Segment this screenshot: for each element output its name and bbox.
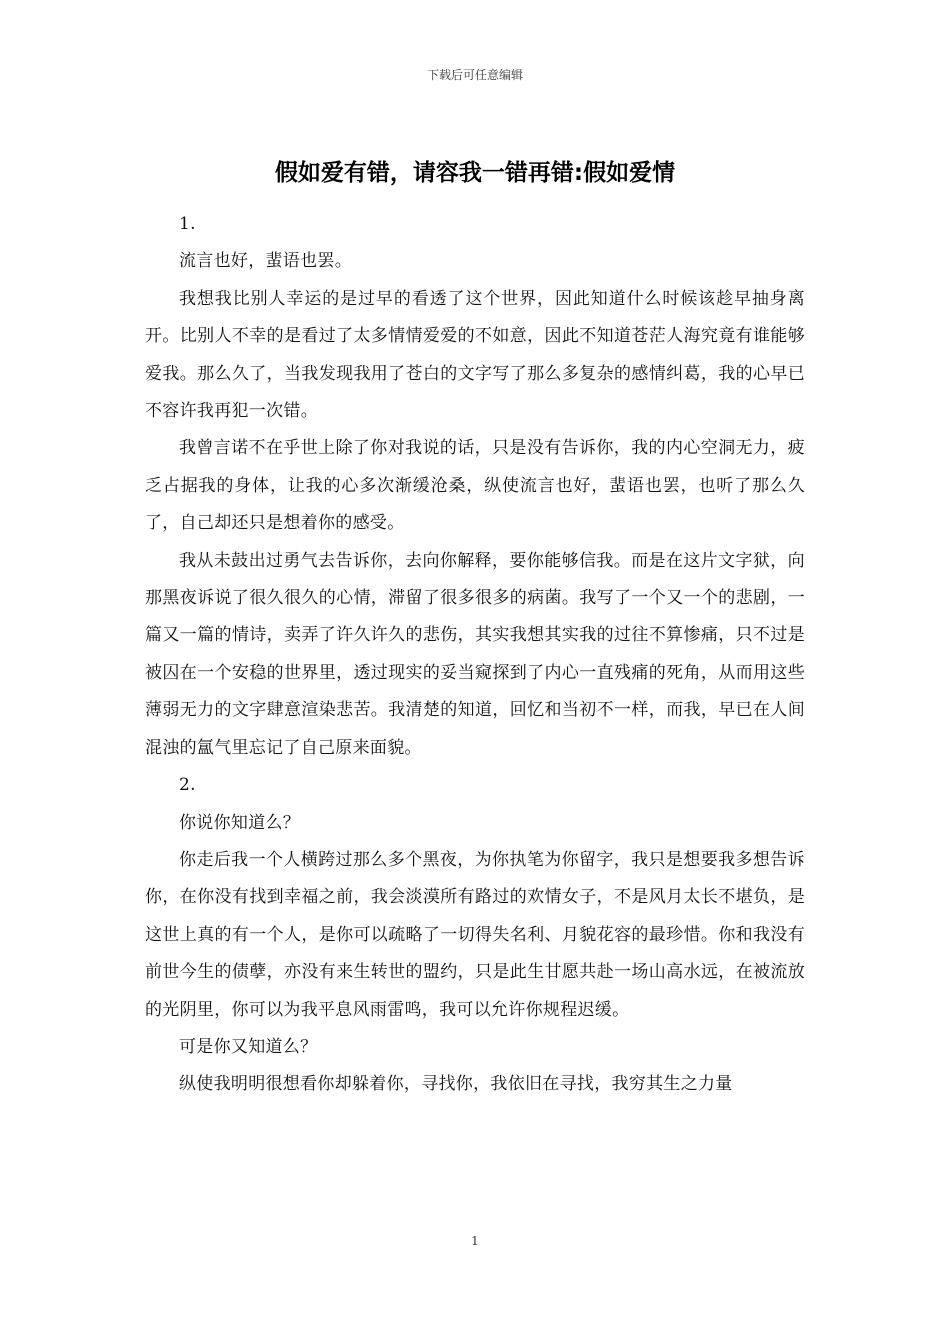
paragraph: 你说你知道么？ <box>179 812 301 833</box>
paragraph: 我想我比别人幸运的是过早的看透了这个世界，因此知道什么时候该趁早抽身离开。比别人不幸的是看过了太多情情爱爱的不如意，因此不知道苍茫人海究竟有谁能够爱我。那么久了，当我发现我用了苍白的文字写了那么多复杂的感情纠葛，我的心早已不容许我再犯一次错。 <box>145 288 805 422</box>
document-title: 假如爱有错，请容我一错再错:假如爱情 <box>274 160 676 186</box>
paragraph: 我曾言诺不在乎世上除了你对我说的话，只是没有告诉你，我的内心空洞无力，疲乏占据我的身体，让我的心多次渐缓沧桑，纵使流言也好，蜚语也罢，也听了那么久了，自己却还只是想着你的感受。 <box>145 438 805 534</box>
paragraph: 可是你又知道么？ <box>179 1036 318 1057</box>
header-note: 下载后可任意编辑 <box>426 68 523 82</box>
paragraph: 你走后我一个人横跨过那么多个黑夜，为你执笔为你留字，我只是想要我多想告诉你，在你没有找到幸福之前，我会淡漠所有路过的欢情女子，不是风月太长不堪负，是这世上真的有一个人，是你可以疏略了一切得失名利、月貌花容的最珍惜。你和我没有前世今生的债孽，亦没有来生转世的盟约，只是此生甘愿共赴一场山高水远，在被流放的光阴里，你可以为我平息风雨雷鸣，我可以允许你规程迟缓。 <box>145 849 805 1020</box>
paragraph: 纵使我明明很想看你却躲着你，寻找你，我依旧在寻找，我穷其生之力量 <box>179 1074 733 1095</box>
paragraph-section-number: 2. <box>179 775 196 796</box>
paragraph: 流言也好，蜚语也罢。 <box>179 251 352 272</box>
paragraph: 我从未鼓出过勇气去告诉你，去向你解释，要你能够信我。而是在这片文字狱，向那黑夜诉说了很久很久的心情，滞留了很多很多的病菌。我写了一个又一个的悲剧，一篇又一篇的情诗，卖弄了许久许久的悲伤，其实我想其实我的过往不算惨痛，只不过是被囚在一个安稳的世界里，透过现实的妥当窥探到了内心一直残痛的死角，从而用这些薄弱无力的文字肆意渲染悲苦。我清楚的知道，回忆和当初不一样，而我，早已在人间混浊的氲气里忘记了自己原来面貌。 <box>145 550 805 758</box>
document-body <box>145 206 805 1104</box>
paragraph-section-number: 1. <box>179 214 196 234</box>
page-number: 1 <box>471 1234 479 1248</box>
